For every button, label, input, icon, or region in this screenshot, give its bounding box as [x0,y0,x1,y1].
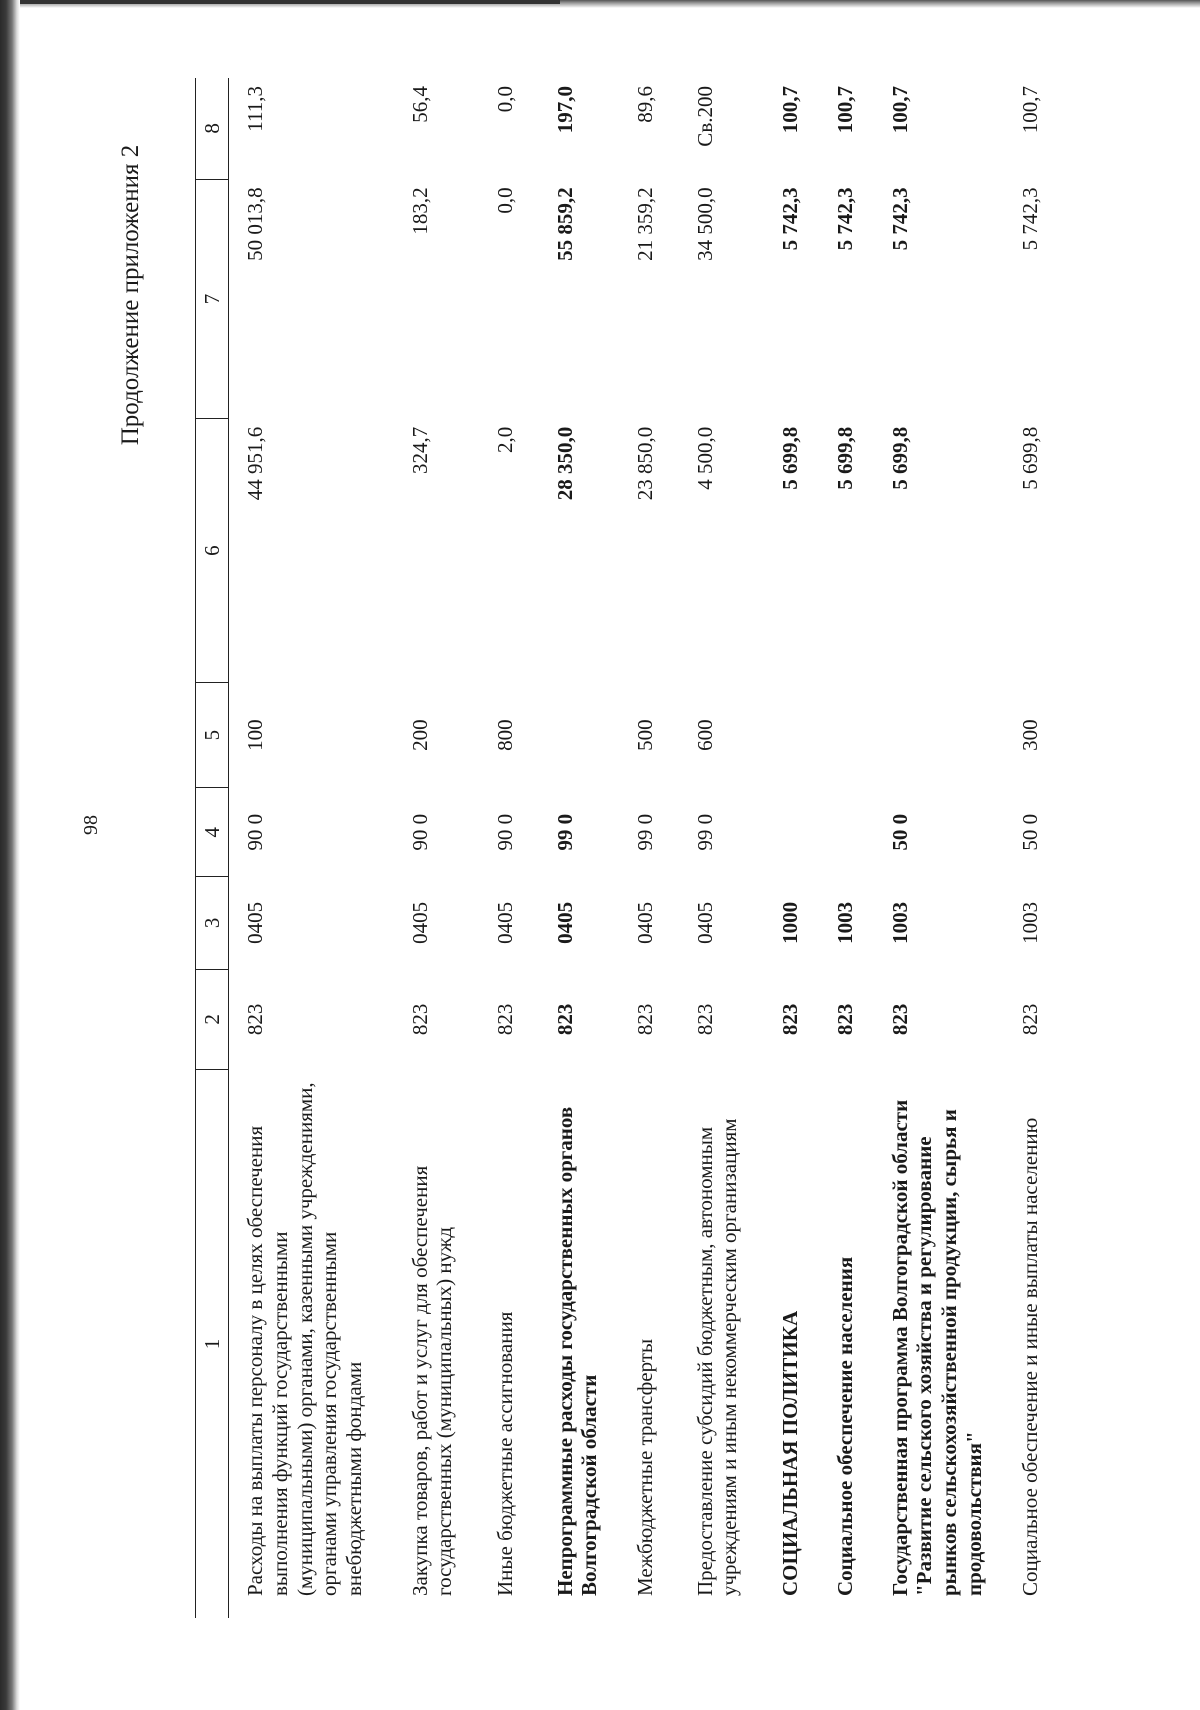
cell-section: 0405 [552,901,577,944]
header-col-5: 5 [196,682,229,787]
continuation-title: Продолжение приложения 2 [117,144,144,446]
cell-program: 99 0 [552,813,577,851]
cell-value-6: 23 850,0 [632,426,657,501]
cell-section: 0405 [492,901,517,944]
cell-expense-type: 100 [243,719,267,751]
page-number: 98 [80,815,102,835]
row-description: Социальное обеспечение населения [832,1256,857,1596]
cell-value-6: 2,0 [492,426,517,453]
cell-value-6: 5 699,8 [1017,426,1042,490]
cell-value-7: 21 359,2 [632,187,657,261]
header-col-3: 3 [196,877,229,970]
cell-value-8: Св.200 [692,86,717,147]
row-description: Иные бюджетные ассигнования [492,1311,517,1596]
cell-program: 90 0 [492,813,517,851]
cell-value-7: 55 859,2 [552,187,577,261]
row-description: Социальное обеспечение и иные выплаты населению [1017,1117,1042,1596]
cell-section: 0405 [407,901,432,944]
cell-value-6: 44 951,6 [243,426,267,501]
budget-table [195,78,1059,1618]
cell-expense-type: 500 [632,719,657,751]
cell-expense-type: 200 [407,719,432,751]
cell-value-8: 100,7 [887,86,912,134]
header-col-6: 6 [196,419,229,683]
cell-value-8: 100,7 [1017,86,1042,134]
cell-agency: 823 [692,1003,717,1036]
cell-section: 1003 [832,901,857,944]
cell-expense-type: 300 [1017,719,1042,751]
cell-expense-type [764,682,819,787]
cell-value-8: 111,3 [243,86,267,132]
row-description: Предоставление субсидий бюджетным, автономным учреждениям и иным некоммерческим организациям [692,1118,742,1596]
cell-value-7: 34 500,0 [692,187,717,261]
cell-value-7: 183,2 [407,187,432,235]
table-row [619,78,679,1618]
cell-agency: 823 [632,1003,657,1036]
table-row [819,78,874,1618]
cell-value-6: 5 699,8 [887,426,912,490]
table-row [1004,78,1059,1618]
cell-program: 99 0 [692,813,717,851]
cell-program: 90 0 [407,813,432,851]
cell-value-7: 0,0 [492,187,517,214]
cell-expense-type [539,682,619,787]
cell-value-7: 5 742,3 [887,187,912,251]
cell-program: 50 0 [887,813,912,851]
cell-section: 1003 [887,901,912,944]
cell-value-7: 50 013,8 [243,187,267,261]
cell-program [764,788,819,877]
cell-value-8: 89,6 [632,86,657,123]
cell-value-8: 197,0 [552,86,577,134]
cell-agency: 823 [777,1003,802,1036]
cell-value-6: 4 500,0 [692,426,717,490]
header-col-2: 2 [196,969,229,1069]
row-description: Непрограммные расходы государственных органов Волгоградской области [552,1106,602,1596]
table-row [479,78,539,1618]
header-col-4: 4 [196,788,229,877]
row-description: Государственная программа Волгоградской области "Развитие сельского хозяйства и регулирование рынков сельскохозяйственной продукции, сырья и продовольствия" [887,1099,986,1596]
row-description: СОЦИАЛЬНАЯ ПОЛИТИКА [777,1310,802,1596]
cell-agency: 823 [492,1003,517,1036]
cell-section: 1003 [1017,901,1042,944]
cell-section: 0405 [243,901,267,944]
table-row [679,78,764,1618]
table-row [539,78,619,1618]
cell-value-7: 5 742,3 [1017,187,1042,251]
cell-value-7: 5 742,3 [832,187,857,251]
cell-agency: 823 [887,1003,912,1036]
cell-value-8: 100,7 [777,86,802,134]
cell-value-8: 0,0 [492,86,517,113]
cell-value-6: 5 699,8 [777,426,802,490]
cell-agency: 823 [407,1003,432,1036]
cell-agency: 823 [243,1003,267,1036]
row-description: Расходы на выплаты персоналу в целях обеспечения выполнения функций государственными (муниципальными) органами, казенными учреждениями, органами управления государственными внебюджетными фондами [243,1082,367,1596]
cell-value-8: 100,7 [832,86,857,134]
table-row [229,78,394,1618]
header-col-1: 1 [196,1070,229,1618]
cell-section: 1000 [777,901,802,944]
table-header-row [196,78,229,1618]
cell-value-6: 28 350,0 [552,426,577,501]
cell-expense-type [874,682,1004,787]
cell-value-7: 5 742,3 [777,187,802,251]
row-description: Закупка товаров, работ и услуг для обеспечения государственных (муниципальных) нужд [407,1165,457,1596]
cell-program [819,788,874,877]
cell-agency: 823 [832,1003,857,1036]
table-row [764,78,819,1618]
header-col-7: 7 [196,179,229,418]
cell-section: 0405 [632,901,657,944]
cell-expense-type: 600 [692,719,717,751]
cell-value-8: 56,4 [407,86,432,123]
row-description: Межбюджетные трансферты [632,1338,657,1596]
table-row [874,78,1004,1618]
cell-expense-type: 800 [492,719,517,751]
cell-section: 0405 [692,901,717,944]
cell-program: 50 0 [1017,813,1042,851]
cell-value-6: 324,7 [407,426,432,474]
cell-agency: 823 [1017,1003,1042,1036]
table-row [394,78,479,1618]
cell-value-6: 5 699,8 [832,426,857,490]
cell-program: 90 0 [243,813,267,851]
header-col-8: 8 [196,78,229,179]
cell-agency: 823 [552,1003,577,1036]
cell-program: 99 0 [632,813,657,851]
cell-expense-type [819,682,874,787]
